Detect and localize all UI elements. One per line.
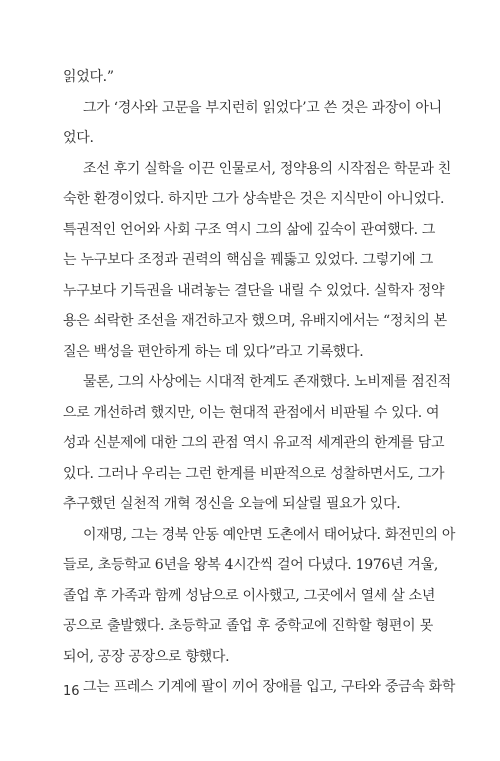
text-line: 특권적인 언어와 사회 구조 역시 그의 삶에 깊숙이 관여했다. 그 <box>63 221 436 238</box>
text-line: 읽었다.” <box>63 69 114 85</box>
text-line: 누구보다 기득권을 내려놓는 결단을 내릴 수 있었다. 실학자 정약 <box>63 282 445 299</box>
text-line: 는 누구보다 조정과 권력의 핵심을 꿰뚫고 있었다. 그렇기에 그 <box>63 252 433 268</box>
text-line: 되어, 공장 공장으로 향했다. <box>63 648 230 665</box>
text-line: 추구했던 실천적 개혁 정신을 오늘에 되살릴 필요가 있다. <box>63 496 401 512</box>
text-line: 성과 신분제에 대한 그의 관점 역시 유교적 세계관의 한계를 담고 <box>63 435 445 451</box>
text-line: 으로 개선하려 했지만, 이는 현대적 관점에서 비판될 수 있다. 여 <box>63 404 440 421</box>
text-line: 들로, 초등학교 6년을 왕복 4시간씩 걸어 다녔다. 1976년 겨울, <box>63 557 438 573</box>
text-line: 졸업 후 가족과 함께 성남으로 이사했고, 그곳에서 열세 살 소년 <box>63 587 436 604</box>
page-number: 16 <box>63 684 80 699</box>
text-line: 그가 ‘경사와 고문을 부지런히 읽었다’고 쓴 것은 과장이 아니 <box>83 99 442 116</box>
body-text <box>63 62 456 703</box>
text-line: 조선 후기 실학을 이끈 인물로서, 정약용의 시작점은 학문과 친 <box>83 160 451 177</box>
text-line: 용은 쇠락한 조선을 재건하고자 했으며, 유배지에서는 “정치의 본 <box>63 313 447 329</box>
text-line: 이재명, 그는 경북 안동 예안면 도촌에서 태어났다. 화전민의 아 <box>83 526 456 543</box>
text-line: 었다. <box>63 130 94 146</box>
text-line: 그는 프레스 기계에 팔이 끼어 장애를 입고, 구타와 중금속 화학 <box>83 679 456 695</box>
text-line: 있다. 그러나 우리는 그런 한계를 비판적으로 성찰하면서도, 그가 <box>63 465 445 482</box>
text-line: 공으로 출발했다. 초등학교 졸업 후 중학교에 진학할 형편이 못 <box>63 618 433 634</box>
text-line: 물론, 그의 사상에는 시대적 한계도 존재했다. 노비제를 점진적 <box>83 374 451 390</box>
text-line: 질은 백성을 편안하게 하는 데 있다”라고 기록했다. <box>63 343 364 360</box>
text-line: 숙한 환경이었다. 하지만 그가 상속받은 것은 지식만이 아니었다. <box>63 191 445 207</box>
